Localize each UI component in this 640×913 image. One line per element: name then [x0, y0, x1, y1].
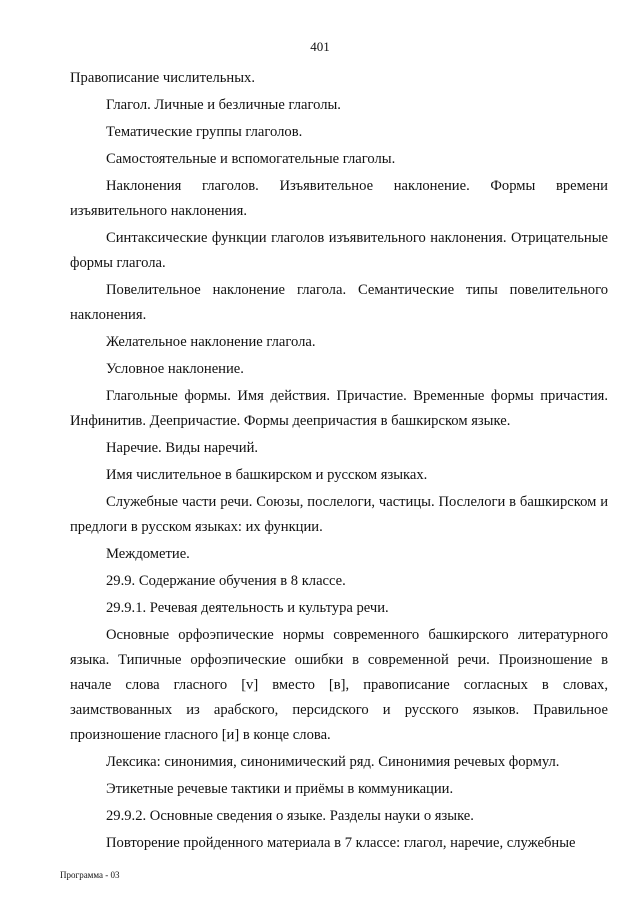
subsection-heading: 29.9.2. Основные сведения о языке. Разделы науки о языке.: [106, 808, 474, 824]
paragraph: Глагольные формы. Имя действия. Причастие. Временные формы причастия. Инфинитив. Деепричастие. Формы деепричастия в башкирском языке.: [70, 388, 608, 429]
paragraph: Правописание числительных.: [70, 70, 255, 86]
paragraph: Самостоятельные и вспомогательные глаголы.: [106, 151, 396, 167]
paragraph: Повторение пройденного материала в 7 классе: глагол, наречие, служебные: [106, 835, 576, 851]
paragraph: Основные орфоэпические нормы современного башкирского литературного языка. Типичные орфоэпические ошибки в современной речи. Произношение в начале слова гласного [v] вместо [в], правописание согласных в словах, заимствованных из арабского, персидского и русского языков. Правильное произношение гласного [и] в конце слова.: [70, 627, 608, 743]
paragraph: Повелительное наклонение глагола. Семантические типы повелительного наклонения.: [70, 282, 608, 323]
paragraph: Имя числительное в башкирском и русском языках.: [106, 467, 428, 483]
section-heading: 29.9. Содержание обучения в 8 классе.: [106, 573, 346, 589]
footer-label: Программа - 03: [60, 870, 120, 880]
paragraph: Служебные части речи. Союзы, послелоги, частицы. Послелоги в башкирском и предлоги в русском языках: их функции.: [70, 494, 608, 535]
paragraph: Лексика: синонимия, синонимический ряд. Синонимия речевых формул.: [106, 754, 560, 770]
subsection-heading: 29.9.1. Речевая деятельность и культура речи.: [106, 600, 389, 616]
paragraph: Синтаксические функции глаголов изъявительного наклонения. Отрицательные формы глагола.: [70, 230, 608, 271]
paragraph: Тематические группы глаголов.: [106, 124, 303, 140]
paragraph: Наклонения глаголов. Изъявительное наклонение. Формы времени изъявительного наклонения.: [70, 178, 608, 219]
paragraph: Глагол. Личные и безличные глаголы.: [106, 97, 341, 113]
paragraph: Условное наклонение.: [106, 361, 244, 377]
paragraph: Желательное наклонение глагола.: [106, 334, 316, 350]
document-body: [70, 66, 608, 858]
paragraph: Этикетные речевые тактики и приёмы в коммуникации.: [106, 781, 454, 797]
paragraph: Наречие. Виды наречий.: [106, 440, 259, 456]
paragraph: Междометие.: [106, 546, 190, 562]
page-number: 401: [310, 39, 330, 54]
